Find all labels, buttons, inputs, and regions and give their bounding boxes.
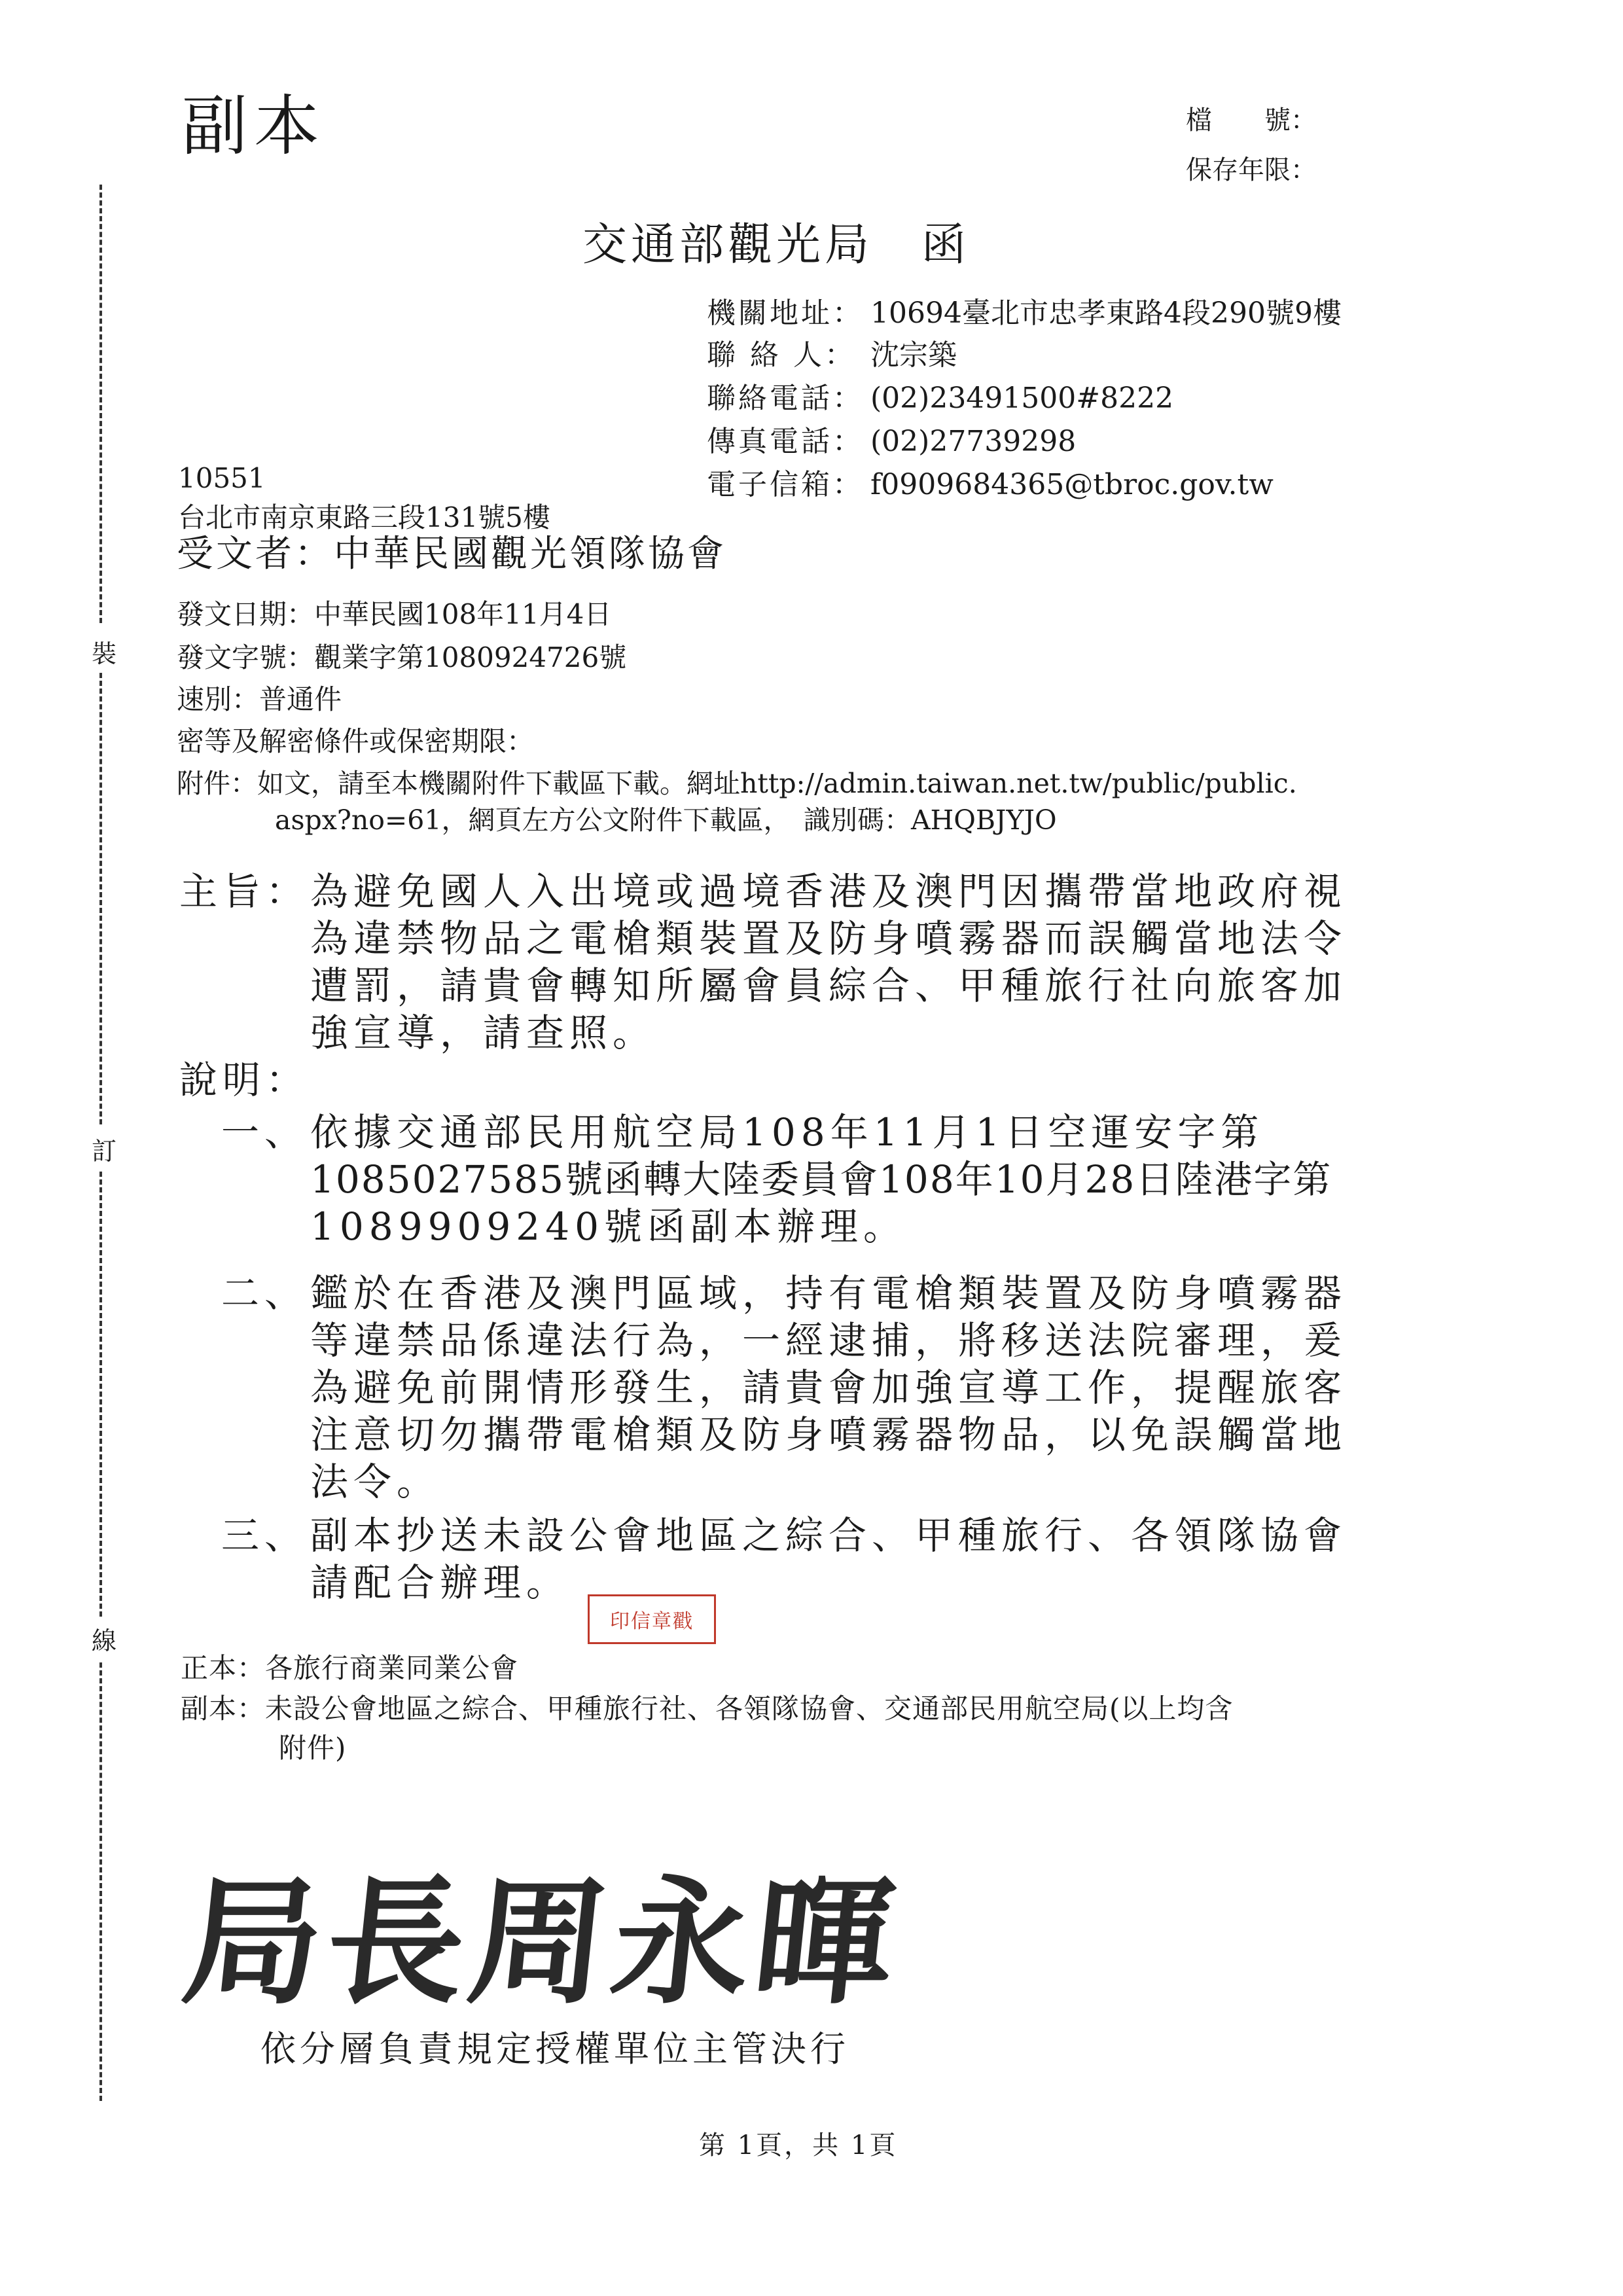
sender-fax-row	[707, 418, 1076, 459]
item-3-line-2: 請配合辦理。	[310, 1560, 570, 1605]
issue-date: 發文日期：中華民國108年11月4日	[177, 598, 612, 630]
item-1-line-1: 依據交通部民用航空局108年11月1日空運安字第	[310, 1110, 1264, 1155]
sender-fax-label: 傳真電話：	[707, 425, 864, 458]
subject-line-4: 強宣導，請查照。	[310, 1011, 656, 1055]
subject-line-2: 為違禁物品之電槍類裝置及防身噴霧器而誤觸當地法令	[310, 916, 1347, 961]
director-signature: 局長周永暉	[176, 1861, 907, 2023]
retention-period-label: 保存年限：	[1186, 155, 1317, 185]
item-1-number: 一、	[221, 1110, 308, 1155]
subject-label: 主旨：	[179, 869, 310, 914]
document-title: 交通部觀光局 函	[582, 219, 971, 271]
copy-value-line-2: 附件)	[279, 1732, 347, 1764]
subject-line-3: 遭罰，請貴會轉知所屬會員綜合、甲種旅行社向旅客加	[310, 963, 1347, 1008]
sender-contact-row	[707, 331, 957, 373]
item-2-line-4: 注意切勿攜帶電槍類及防身噴霧器物品，以免誤觸當地	[310, 1412, 1347, 1457]
sender-contact: 沈宗築	[870, 338, 957, 372]
recipient: 受文者：中華民國觀光領隊協會	[177, 533, 726, 575]
binding-mark-ding: 訂	[92, 1137, 117, 1166]
copy-recipients	[181, 1687, 1233, 1727]
binding-mark-zhuang: 裝	[92, 639, 117, 668]
binding-line-bottom	[99, 1662, 102, 2101]
item-3-line-1: 副本抄送未設公會地區之綜合、甲種旅行、各領隊協會	[310, 1513, 1347, 1558]
item-2-line-1: 鑑於在香港及澳門區域，持有電槍類裝置及防身噴霧器	[310, 1271, 1347, 1316]
page-number: 第 1頁，共 1頁	[699, 2130, 898, 2161]
file-number-label: 檔 號：	[1186, 105, 1317, 135]
item-2-line-2: 等違禁品係違法行為，一經逮捕，將移送法院審理，爰	[310, 1318, 1347, 1363]
sender-address-label: 機關地址：	[707, 296, 864, 330]
original-label: 正本：	[181, 1652, 266, 1684]
sender-email-label: 電子信箱：	[707, 468, 864, 501]
secrecy-level: 密等及解密條件或保密期限：	[177, 725, 535, 757]
attachment-line-2: aspx?no=61，網頁左方公文附件下載區， 識別碼：AHQBJYJO	[275, 804, 1057, 836]
copy-value-line-1: 未設公會地區之綜合、甲種旅行社、各領隊協會、交通部民用航空局(以上均含	[265, 1693, 1234, 1725]
item-1-line-3: 1089909240號函副本辦理。	[310, 1204, 907, 1249]
delivery-speed: 速別：普通件	[177, 683, 342, 715]
binding-line-top	[99, 185, 102, 623]
original-value: 各旅行商業同業公會	[265, 1652, 519, 1684]
sender-phone-row	[707, 374, 1173, 416]
document-number: 發文字號：觀業字第1080924726號	[177, 641, 627, 673]
recipient-street: 台北市南京東路三段131號5樓	[178, 501, 550, 533]
sender-fax: (02)27739298	[870, 425, 1077, 458]
recipient-postcode: 10551	[178, 462, 266, 494]
sender-email: f0909684365@tbroc.gov.tw	[870, 468, 1274, 501]
delegation-note: 依分層負責規定授權單位主管決行	[260, 2028, 849, 2070]
explanation-label: 說明：	[179, 1058, 310, 1102]
item-2-number: 二、	[221, 1271, 308, 1316]
binding-mark-xian: 線	[92, 1626, 117, 1655]
item-3-number: 三、	[221, 1513, 308, 1558]
item-2-line-5: 法令。	[310, 1460, 440, 1504]
seal-stamp: 印信章戳	[588, 1594, 716, 1644]
copy-mark: 副本	[182, 88, 326, 164]
item-1-line-2: 1085027585號函轉大陸委員會108年10月28日陸港字第	[310, 1157, 1332, 1202]
copy-label: 副本：	[181, 1693, 266, 1725]
sender-address-row	[707, 289, 1342, 331]
subject-line-1: 為避免國人入出境或過境香港及澳門因攜帶當地政府視	[310, 869, 1347, 914]
sender-email-row	[707, 461, 1274, 503]
sender-phone: (02)23491500#8222	[870, 382, 1174, 415]
sender-phone-label: 聯絡電話：	[707, 382, 864, 415]
binding-line-lower	[99, 1172, 102, 1617]
item-2-line-3: 為避免前開情形發生，請貴會加強宣導工作，提醒旅客	[310, 1365, 1347, 1410]
attachment-line-1: 附件：如文，請至本機關附件下載區下載。網址http://admin.taiwan.net.tw/public/public.	[177, 768, 1297, 799]
original-recipients	[181, 1647, 518, 1686]
sender-contact-label: 聯 絡 人：	[707, 338, 856, 372]
sender-address: 10694臺北市忠孝東路4段290號9樓	[870, 296, 1342, 330]
binding-line-middle	[99, 673, 102, 1124]
